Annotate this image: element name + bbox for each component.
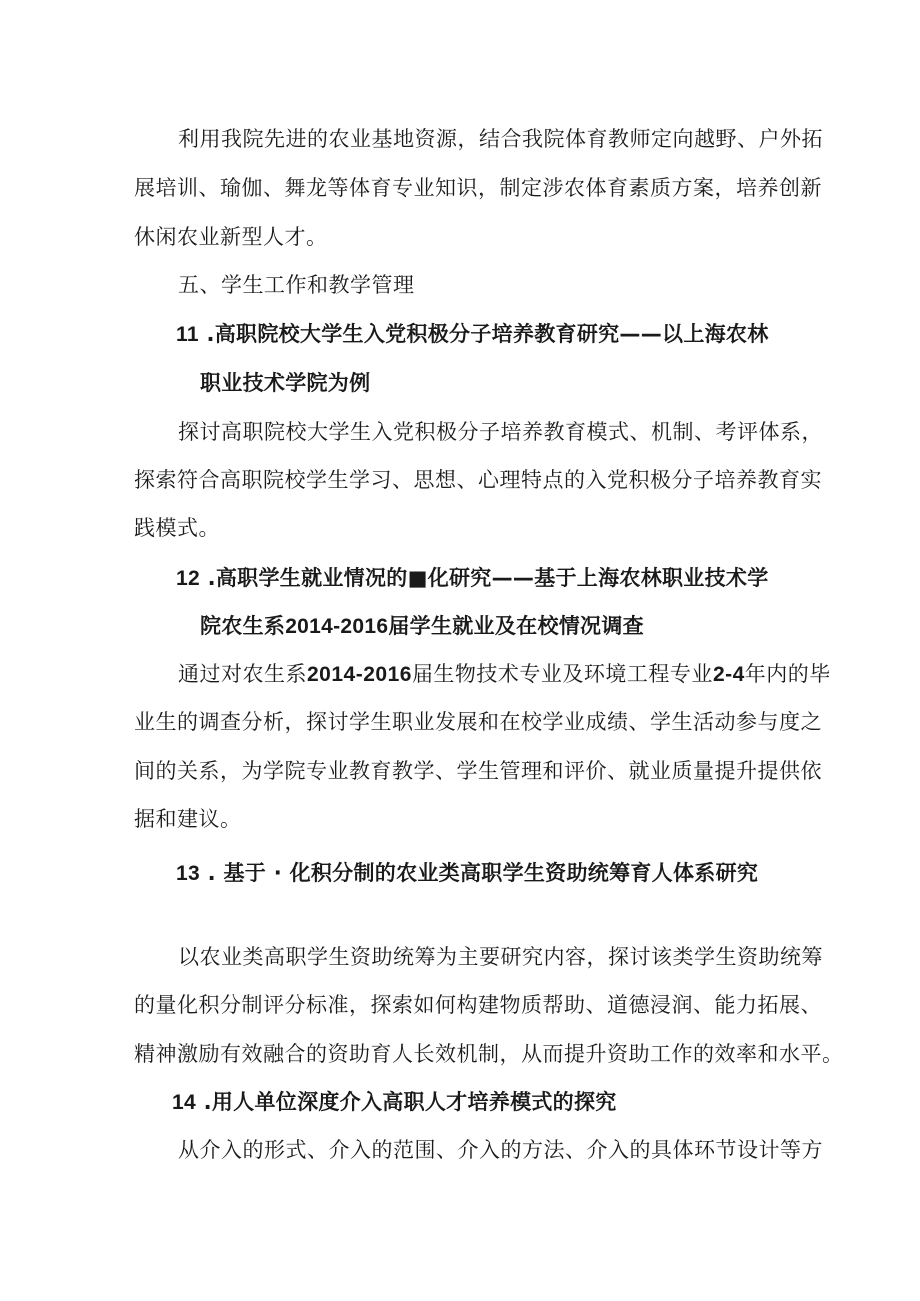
body-segment: 年内的毕	[744, 662, 831, 686]
body-segment: 通过对农生系	[178, 662, 307, 686]
item-12-body-line-4: 据和建议。	[134, 807, 242, 831]
intro-line-3: 休闲农业新型人才。	[134, 225, 328, 249]
title-segment: 院农生系	[200, 614, 286, 638]
item-12-body-line-1	[178, 659, 831, 690]
item-12-title-line-2	[200, 611, 644, 642]
item-title-text: .高职院校大学生入党积极分子培养教育研究——以上海农林	[206, 322, 769, 346]
body-segment: 届生物技术专业及环境工程专业	[411, 662, 713, 686]
item-number: 14	[172, 1091, 196, 1114]
year-count: 2-4	[712, 663, 745, 686]
intro-line-1: 利用我院先进的农业基地资源，结合我院体育教师定向越野、户外拓	[178, 127, 823, 151]
item-13-body-line-1: 以农业类高职学生资助统筹为主要研究内容，探讨该类学生资助统筹	[178, 945, 823, 969]
item-number: 11	[176, 323, 199, 346]
intro-line-2: 展培训、瑜伽、舞龙等体育专业知识，制定涉农体育素质方案，培养创新	[134, 176, 822, 200]
item-number: 12	[176, 567, 200, 590]
item-11-title-line-2: 职业技术学院为例	[200, 371, 371, 395]
item-11-body-line-2: 探索符合高职院校学生学习、思想、心理特点的入党积极分子培养教育实	[134, 468, 822, 492]
section-title: 五、学生工作和教学管理	[178, 273, 415, 297]
item-13-title-line-1	[176, 858, 758, 889]
item-title-text: .高职学生就业情况的■化研究——基于上海农林职业技术学	[207, 566, 769, 590]
year-range: 2014-2016	[285, 615, 389, 638]
item-11-body-line-1: 探讨高职院校大学生入党积极分子培养教育模式、机制、考评体系，	[178, 420, 823, 444]
item-12-body-line-2: 业生的调查分析，探讨学生职业发展和在校学业成绩、学生活动参与度之	[134, 710, 822, 734]
item-14-title-line-1	[172, 1087, 617, 1118]
item-title-text: .用人单位深度介入高职人才培养模式的探究	[203, 1090, 617, 1114]
title-segment: 届学生就业及在校情况调查	[388, 614, 644, 638]
item-title-text: . 基于 · 化积分制的农业类高职学生资助统筹育人体系研究	[207, 861, 759, 885]
item-14-body-line-1: 从介入的形式、介入的范围、介入的方法、介入的具体环节设计等方	[178, 1138, 823, 1162]
item-11-title-line-1	[176, 319, 769, 350]
item-13-body-line-2: 的量化积分制评分标准，探索如何构建物质帮助、道德浸润、能力拓展、	[134, 993, 822, 1017]
item-number: 13	[176, 862, 200, 885]
item-11-body-line-3: 践模式。	[134, 516, 220, 540]
item-12-title-line-1	[176, 563, 769, 594]
item-12-body-line-3: 间的关系，为学院专业教育教学、学生管理和评价、就业质量提升提供依	[134, 759, 822, 783]
year-range: 2014-2016	[307, 663, 412, 686]
item-13-body-line-3: 精神激励有效融合的资助育人长效机制，从而提升资助工作的效率和水平。	[134, 1042, 844, 1066]
